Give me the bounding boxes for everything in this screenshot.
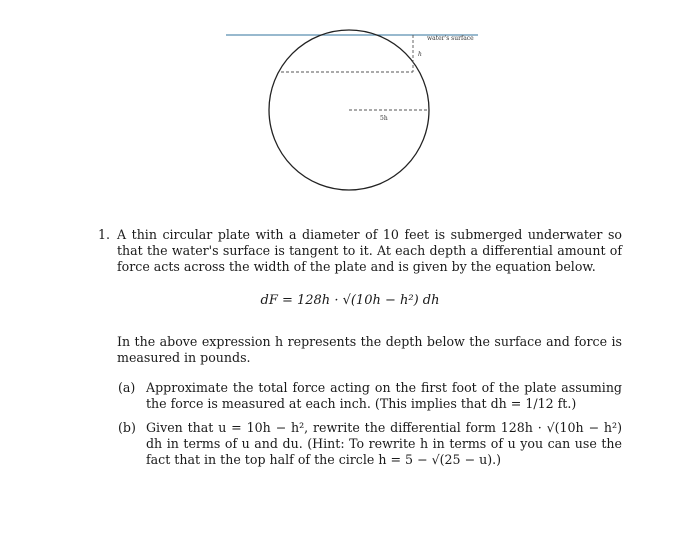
plate-diagram [0, 0, 700, 210]
problem-intro: A thin circular plate with a diameter of 10 feet is submerged underwater so that the water's surface is tangent to it. At each depth a differential amount of force acts across the width of the plate and is given by the equation below. [117, 227, 622, 274]
depth-label: h [418, 51, 422, 58]
part-b-text: Given that u = 10h − h², rewrite the differential form 128h · √(10h − h²) dh in terms of u and du. (Hint: To rewrite h in terms of u you can use the fact that in the top half of the circle h = 5 − √(25 − u).) [146, 420, 622, 467]
water-surface-label: water's surface [427, 35, 474, 42]
problem-number: 1. [98, 227, 111, 242]
problem-explanation: In the above expression h represents the depth below the surface and force is measured in pounds. [117, 334, 622, 365]
part-a-label: (a) [118, 380, 136, 395]
force-equation: dF = 128h · √(10h − h²) dh [260, 293, 440, 308]
radius-label: 5h [380, 115, 388, 122]
part-b-label: (b) [118, 420, 136, 435]
part-a-text: Approximate the total force acting on the first foot of the plate assuming the force is measured at each inch. (This implies that dh = 1/12 ft.) [146, 380, 622, 411]
